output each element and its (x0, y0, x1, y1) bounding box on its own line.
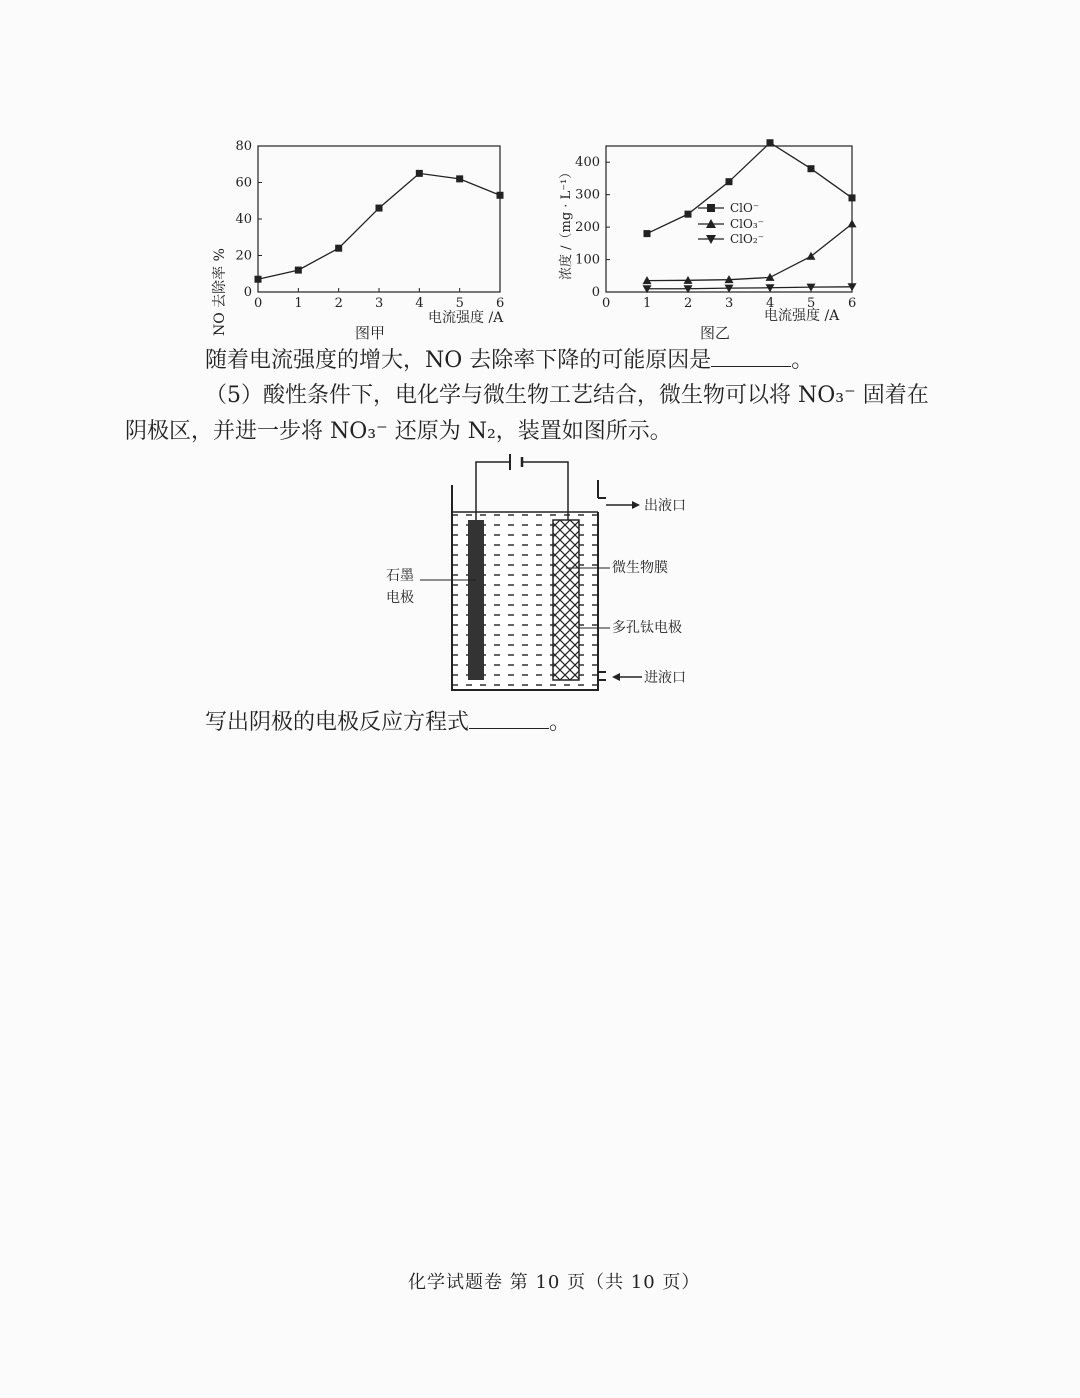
figure-a-chart (200, 138, 530, 348)
label-graphite-2: 电极 (386, 590, 414, 606)
figure-b-xlabel: 电流强度 /A (764, 308, 840, 324)
figure-a-ytick-label: 80 (235, 139, 252, 154)
figure-a-ytick-label: 0 (243, 285, 252, 300)
write-equation-line (205, 706, 571, 739)
figure-b-point (808, 165, 815, 172)
write-equation-end: 。 (549, 710, 572, 735)
figure-a-xtick-label: 1 (294, 296, 303, 311)
question-text: 随着电流强度的增大，NO 去除率下降的可能原因是 (205, 348, 712, 373)
figure-a-point (376, 205, 383, 212)
figure-a-xtick-label: 0 (254, 296, 263, 311)
figure-a-xtick-label: 4 (415, 296, 424, 311)
figure-a-point (255, 276, 262, 283)
part5-line-2: 阴极区，并进一步将 NO₃⁻ 还原为 N₂，装置如图所示。 (125, 419, 672, 444)
figure-b-point (644, 230, 651, 237)
figure-a-ylabel: NO 去除率 % (212, 248, 228, 336)
figure-a-xlabel: 电流强度 /A (428, 310, 504, 326)
question-line (205, 344, 813, 377)
figure-a-point (295, 267, 302, 274)
figure-a-point (497, 192, 504, 199)
figure-a-plot-frame (258, 146, 500, 292)
legend-clo: ClO⁻ (730, 201, 760, 215)
graphite-electrode (468, 520, 484, 680)
figure-b-plot-frame (606, 146, 852, 292)
biofilm-titanium-electrode (553, 520, 579, 680)
part5-line-1: （5）酸性条件下，电化学与微生物工艺结合，微生物可以将 NO₃⁻ 固着在 (205, 383, 929, 408)
figure-b-ytick-label: 100 (575, 252, 600, 268)
question-end: 。 (791, 348, 814, 373)
figure-b-point (767, 139, 774, 146)
figure-b-xtick-label: 3 (725, 296, 734, 311)
figure-b-point (849, 194, 856, 201)
figure-b-ylabel: 浓度 /（mg · L⁻¹） (559, 165, 574, 280)
figure-a-xtick-label: 3 (375, 296, 384, 311)
figure-a-xtick-label: 2 (334, 296, 343, 311)
page-footer: 化学试题卷 第 10 页（共 10 页） (408, 1272, 701, 1293)
figure-a-xtick-label: 5 (455, 296, 464, 311)
legend-clo3: ClO₃⁻ (730, 217, 765, 231)
figure-a-ytick-label: 20 (235, 248, 252, 264)
figure-b-chart (548, 138, 868, 348)
write-equation-text: 写出阴极的电极反应方程式 (205, 710, 470, 735)
figure-b-point (848, 219, 857, 227)
legend-clo2: ClO₂⁻ (730, 232, 765, 246)
figure-b-xtick-label: 0 (602, 296, 611, 311)
answer-blank-1[interactable] (711, 344, 791, 367)
label-biofilm: 微生物膜 (612, 560, 668, 576)
figure-b-ytick-label: 400 (575, 155, 600, 171)
figure-b-legend (698, 201, 764, 246)
figure-b-series-2-line (647, 287, 852, 289)
figure-a-point (416, 170, 423, 177)
label-inlet: 进液口 (644, 670, 686, 686)
inlet-pipe (598, 672, 606, 680)
figure-a-xtick-label: 6 (496, 296, 505, 311)
figure-b-ytick-label: 300 (575, 187, 600, 203)
figure-b-xtick-label: 2 (684, 296, 693, 311)
figure-a-ytick-label: 60 (235, 175, 252, 191)
figure-b-caption: 图乙 (700, 324, 731, 342)
label-titanium-electrode: 多孔钛电极 (612, 620, 682, 636)
figure-a-point (335, 245, 342, 252)
figure-b-point (685, 211, 692, 218)
figure-b-ytick-label: 0 (591, 285, 600, 300)
figure-a-caption: 图甲 (355, 324, 386, 342)
label-graphite-1: 石墨 (386, 568, 414, 584)
figure-b-xtick-label: 1 (643, 296, 652, 311)
electrolysis-apparatus (380, 450, 720, 700)
figure-b-point (726, 178, 733, 185)
figure-a-ytick-label: 40 (235, 212, 252, 227)
figure-b-point (766, 273, 775, 281)
figure-b-xtick-label: 4 (766, 296, 775, 311)
figure-a-series-0-line (258, 173, 500, 279)
figure-a-point (456, 175, 463, 182)
figure-b-ytick-label: 200 (575, 220, 600, 236)
answer-blank-2[interactable] (469, 706, 549, 729)
label-outlet: 出液口 (644, 498, 686, 514)
figure-b-xtick-label: 5 (807, 296, 816, 311)
figure-b-xtick-label: 6 (848, 296, 857, 311)
